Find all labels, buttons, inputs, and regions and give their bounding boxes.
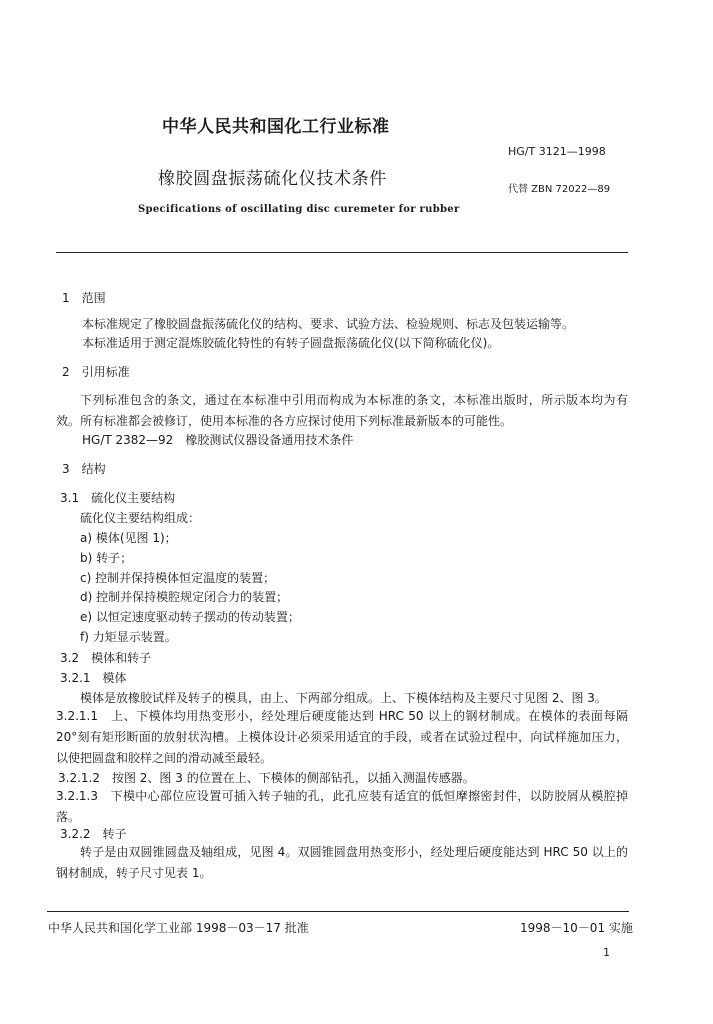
section-3-2-2-heading: 3.2.2 转子 xyxy=(60,827,127,841)
implementation-date: 1998－10－01 实施 xyxy=(520,921,633,935)
section-2-reference: HG/T 2382—92 橡胶测试仪器设备通用技术条件 xyxy=(82,433,354,447)
list-item-b: b) 转子； xyxy=(80,551,133,565)
header-divider xyxy=(56,252,628,253)
list-item-a: a) 模体(见图 1)； xyxy=(80,531,177,545)
section-1-paragraph-2: 本标准适用于测定混炼胶硫化特性的有转子圆盘振荡硫化仪(以下简称硫化仪)。 xyxy=(82,336,500,350)
section-3-1-heading: 3.1 硫化仪主要结构 xyxy=(60,491,176,505)
list-item-d: d) 控制并保持模腔规定闭合力的装置； xyxy=(80,590,289,604)
section-3-1-intro: 硫化仪主要结构组成： xyxy=(80,511,201,525)
section-3-2-2-paragraph: 转子是由双圆锥圆盘及轴组成，见图 4。双圆锥圆盘用热变形小，经处理后硬度能达到 HRC 50 以上的钢材制成，转子尺寸见表 1。 xyxy=(56,845,628,880)
issuing-organization: 中华人民共和国化工行业标准 xyxy=(162,117,390,137)
list-item-c: c) 控制并保持模体恒定温度的装置； xyxy=(80,571,276,585)
english-title: Specifications of oscillating disc curemeter for rubber xyxy=(138,204,460,215)
section-1-heading: 1 范围 xyxy=(62,291,106,305)
approval-line: 中华人民共和国化学工业部 1998－03－17 批准 xyxy=(48,921,309,935)
section-3-2-1-2-paragraph: 3.2.1.2 按图 2、图 3 的位置在上、下模体的侧部钻孔，以插入测温传感器。 xyxy=(58,771,475,785)
list-item-f: f) 力矩显示装置。 xyxy=(80,630,177,644)
list-item-e: e) 以恒定速度驱动转子摆动的传动装置； xyxy=(80,610,300,624)
replaces-standard: 代替 ZBN 72022—89 xyxy=(508,184,611,195)
page-number: 1 xyxy=(603,946,610,959)
section-3-2-1-heading: 3.2.1 模体 xyxy=(60,671,127,685)
section-1-paragraph-1: 本标准规定了橡胶圆盘振荡硫化仪的结构、要求、试验方法、检验规则、标志及包装运输等。 xyxy=(82,317,575,331)
section-3-2-1-3-paragraph: 3.2.1.3 下模中心部位应设置可插入转子轴的孔，此孔应装有适宜的低恒摩擦密封件，以防胶屑从模腔掉落。 xyxy=(56,789,628,824)
standard-number: HG/T 3121—1998 xyxy=(508,145,606,158)
document-title: 橡胶圆盘振荡硫化仪技术条件 xyxy=(158,169,387,189)
section-3-2-1-1-paragraph: 3.2.1.1 上、下模体均用热变形小，经处理后硬度能达到 HRC 50 以上的钢材制成。在模体的表面每隔 20°刻有矩形断面的放射状沟槽。上模体设计必须采用适宜的手段，或者在试验过程中，向试样施加压力，以使把圆盘和胶样之间的滑动减至最轻。 xyxy=(56,709,628,765)
section-3-2-1-paragraph: 模体是放橡胶试样及转子的模具，由上、下两部分组成。上、下模体结构及主要尺寸见图 2、图 3。 xyxy=(80,691,607,705)
section-2-paragraph: 下列标准包含的条文，通过在本标准中引用而构成为本标准的条文，本标准出版时，所示版本均为有效。所有标准都会被修订，使用本标准的各方应探讨使用下列标准最新版本的可能性。 xyxy=(56,393,628,428)
section-3-heading: 3 结构 xyxy=(62,462,106,476)
section-2-heading: 2 引用标准 xyxy=(62,365,130,379)
section-3-2-heading: 3.2 模体和转子 xyxy=(60,651,152,665)
footer-divider xyxy=(47,911,629,912)
